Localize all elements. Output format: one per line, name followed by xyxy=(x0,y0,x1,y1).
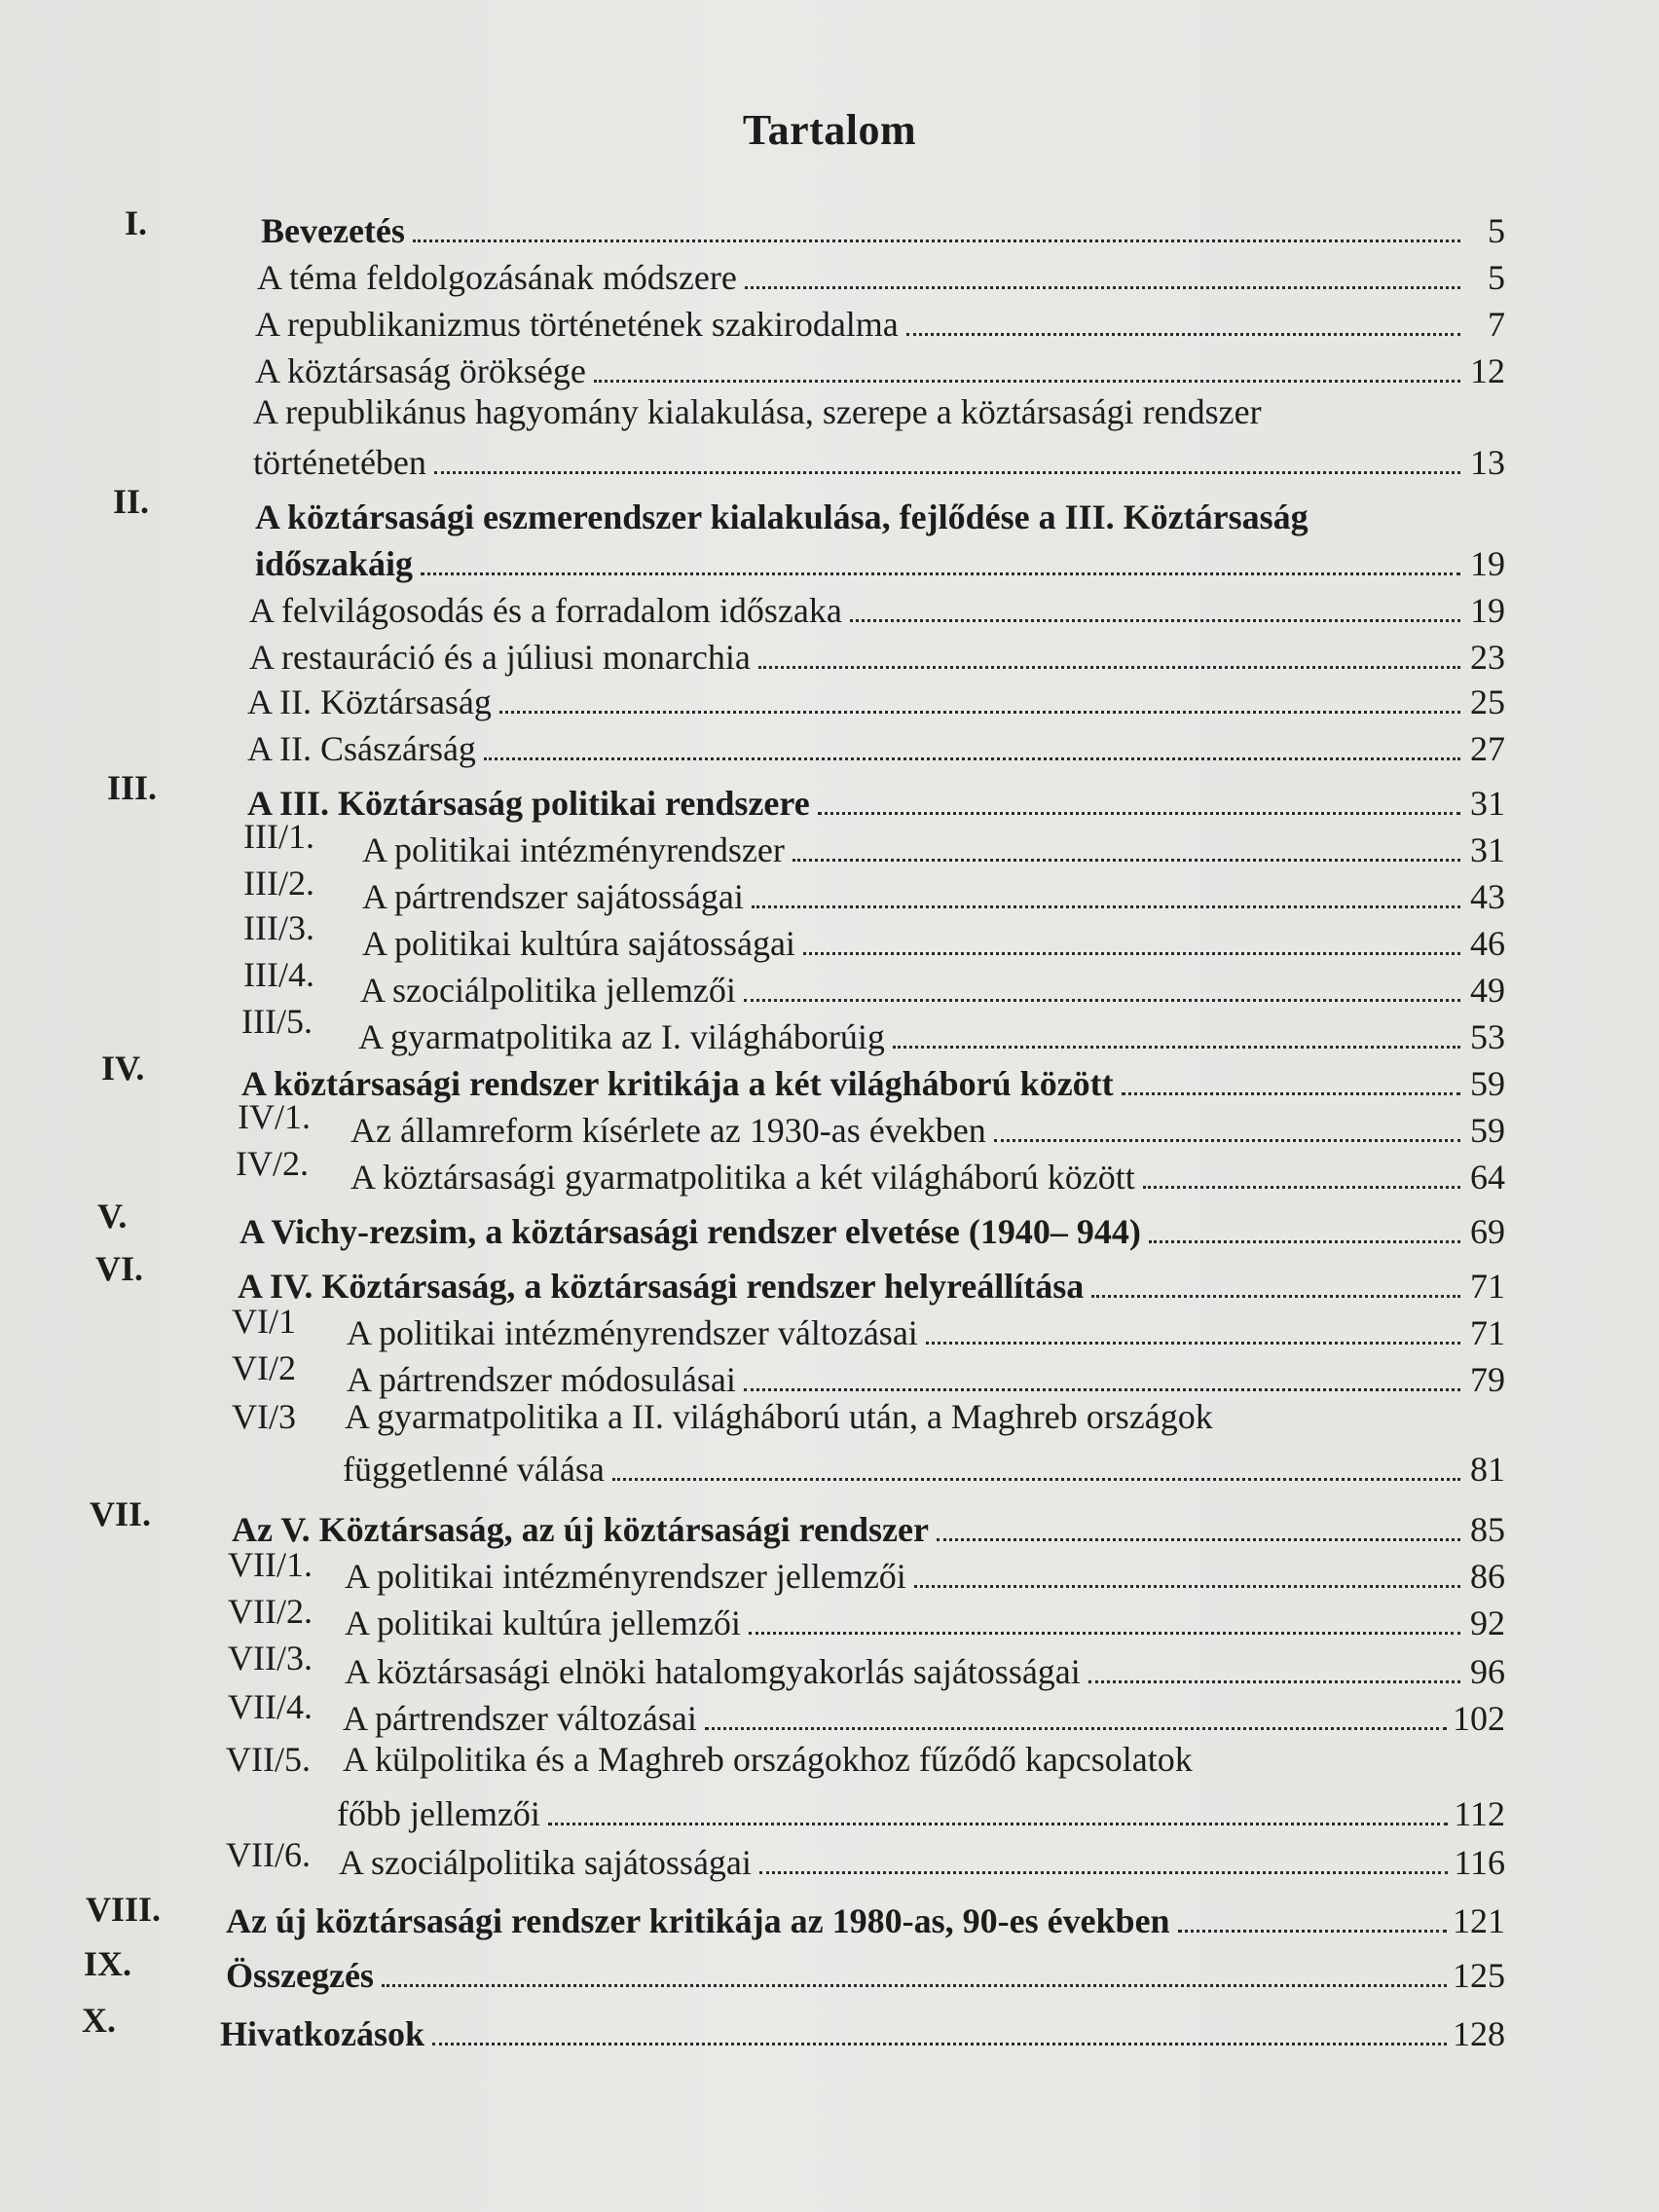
dot-leader xyxy=(744,999,1460,1002)
entry-title: A köztársasági rendszer kritikája a két világháború között xyxy=(241,1064,1114,1103)
page-number: 121 xyxy=(1453,1901,1505,1940)
toc-entry-chapter[interactable] xyxy=(241,1055,1505,1104)
entry-title-line2: időszakáig xyxy=(255,544,414,583)
page-number: 12 xyxy=(1470,351,1505,390)
entry-title: A restauráció és a júliusi monarchia xyxy=(249,638,751,677)
dot-leader xyxy=(1122,1092,1460,1095)
dot-leader xyxy=(499,711,1460,714)
subsection-number: III/2. xyxy=(243,864,314,903)
toc-entry[interactable] xyxy=(249,629,1505,678)
entry-title: A politikai intézményrendszer xyxy=(362,830,785,869)
entry-title: A felvilágosodás és a forradalom időszaka xyxy=(249,591,842,630)
dot-leader xyxy=(484,757,1460,760)
toc-entry[interactable] xyxy=(247,674,1505,722)
dot-leader xyxy=(1143,1186,1460,1189)
entry-title: Bevezetés xyxy=(261,211,405,250)
dot-leader xyxy=(594,380,1460,383)
dot-leader xyxy=(937,1538,1460,1541)
page-number: 23 xyxy=(1470,638,1505,677)
entry-title: Hivatkozások xyxy=(220,2014,425,2053)
subsection-number: VII/4. xyxy=(228,1687,313,1726)
dot-leader xyxy=(1178,1930,1447,1933)
page-number: 81 xyxy=(1470,1450,1505,1489)
page-number: 85 xyxy=(1470,1510,1505,1549)
page-number: 7 xyxy=(1488,305,1505,344)
subsection-number: III/3. xyxy=(243,908,314,947)
dot-leader xyxy=(914,1585,1460,1588)
entry-title-line2: függetlenné válása xyxy=(343,1450,605,1489)
toc-entry[interactable] xyxy=(337,1786,1505,1834)
entry-title: A szociálpolitika jellemzői xyxy=(360,971,736,1010)
page-number: 64 xyxy=(1470,1158,1505,1197)
toc-entry[interactable] xyxy=(362,868,1505,917)
page-number: 112 xyxy=(1454,1794,1505,1833)
entry-title: A köztársasági gyarmatpolitika a két világháború között xyxy=(350,1158,1135,1197)
page-number: 59 xyxy=(1470,1064,1505,1103)
entry-title-line2: történetében xyxy=(253,443,426,482)
entry-title: A III. Köztársaság politikai rendszere xyxy=(247,784,810,823)
page-title: Tartalom xyxy=(742,106,917,154)
chapter-number: V. xyxy=(97,1197,128,1235)
entry-title-line1: A köztársasági eszmerendszer kialakulása, fejlődése a III. Köztársaság xyxy=(255,498,1309,536)
toc-entry[interactable] xyxy=(343,1690,1505,1739)
toc-entry[interactable] xyxy=(255,296,1505,345)
toc-entry-chapter[interactable] xyxy=(232,1501,1505,1550)
toc-entry[interactable] xyxy=(247,720,1505,769)
chapter-number: VIII. xyxy=(86,1890,162,1929)
dot-leader xyxy=(749,1632,1460,1635)
page-number: 71 xyxy=(1470,1267,1505,1306)
dot-leader xyxy=(1088,1680,1460,1683)
toc-entry[interactable] xyxy=(347,1351,1505,1400)
toc-entry-chapter[interactable] xyxy=(247,775,1505,824)
toc-entry[interactable] xyxy=(255,343,1505,391)
toc-entry-chapter[interactable] xyxy=(255,535,1505,584)
dot-leader xyxy=(803,952,1460,955)
entry-title: A II. Császárság xyxy=(247,729,476,768)
page-number: 5 xyxy=(1488,211,1505,250)
page-number: 46 xyxy=(1470,924,1505,963)
toc-entry[interactable] xyxy=(362,915,1505,964)
toc-entry[interactable] xyxy=(339,1834,1505,1883)
page-number: 128 xyxy=(1453,2014,1505,2053)
subsection-number: VI/2 xyxy=(232,1348,296,1387)
entry-title: A gyarmatpolitika az I. világháborúig xyxy=(358,1017,885,1056)
page-number: 25 xyxy=(1470,682,1505,721)
toc-entry[interactable] xyxy=(350,1102,1505,1151)
subsection-number: III/5. xyxy=(241,1002,313,1041)
page-number: 125 xyxy=(1453,1956,1505,1995)
dot-leader xyxy=(818,812,1460,815)
dot-leader xyxy=(744,1388,1460,1391)
toc-entry-chapter[interactable] xyxy=(220,2006,1505,2054)
entry-title: Összegzés xyxy=(226,1956,374,1995)
dot-leader xyxy=(612,1478,1460,1481)
chapter-number: VII. xyxy=(90,1494,152,1533)
page-number: 53 xyxy=(1470,1017,1505,1056)
entry-title: A köztársasági elnöki hatalomgyakorlás sajátosságai xyxy=(345,1652,1081,1691)
entry-title: Az államreform kísérlete az 1930-as években xyxy=(350,1111,986,1150)
page-number: 49 xyxy=(1470,971,1505,1010)
chapter-number: X. xyxy=(82,2001,116,2040)
dot-leader xyxy=(421,572,1460,575)
dot-leader xyxy=(745,286,1460,289)
entry-title: A II. Köztársaság xyxy=(247,682,492,721)
dot-leader xyxy=(758,666,1460,669)
page-number: 31 xyxy=(1470,830,1505,869)
toc-entry[interactable] xyxy=(345,1595,1505,1643)
dot-leader xyxy=(413,240,1460,242)
toc-entry-chapter[interactable] xyxy=(261,203,1505,251)
toc-entry-chapter[interactable] xyxy=(226,1947,1505,1996)
entry-title: A Vichy-rezsim, a köztársasági rendszer elvetése (1940– 944) xyxy=(240,1212,1141,1251)
entry-title: A republikanizmus történetének szakirodalma xyxy=(255,305,899,344)
page-number: 19 xyxy=(1470,591,1505,630)
page-number: 86 xyxy=(1470,1557,1505,1596)
page-number: 13 xyxy=(1470,443,1505,482)
dot-leader xyxy=(434,471,1460,474)
dot-leader xyxy=(906,333,1460,336)
page-number: 102 xyxy=(1453,1699,1505,1738)
dot-leader xyxy=(752,905,1460,908)
toc-entry[interactable] xyxy=(257,249,1505,298)
chapter-number: VI. xyxy=(95,1249,144,1288)
toc-entry-chapter[interactable] xyxy=(226,1893,1505,1941)
subsection-number: VI/1 xyxy=(232,1302,296,1341)
subsection-number: VII/3. xyxy=(228,1639,313,1677)
chapter-number: IV. xyxy=(101,1049,145,1088)
page-number: 71 xyxy=(1470,1313,1505,1352)
subsection-number: VII/5. xyxy=(226,1740,311,1779)
entry-title: Az új köztársasági rendszer kritikája az 1980-as, 90-es években xyxy=(226,1901,1170,1940)
toc-entry-chapter[interactable] xyxy=(240,1203,1505,1252)
toc-entry-chapter[interactable] xyxy=(238,1258,1505,1307)
toc-entry[interactable] xyxy=(249,582,1505,631)
page-number: 19 xyxy=(1470,544,1505,583)
page-number: 31 xyxy=(1470,784,1505,823)
page-number: 92 xyxy=(1470,1604,1505,1642)
toc-entry[interactable] xyxy=(358,1009,1505,1057)
entry-title: A pártrendszer változásai xyxy=(343,1699,697,1738)
subsection-number: VII/1. xyxy=(228,1545,313,1584)
dot-leader xyxy=(893,1046,1460,1049)
toc-entry[interactable] xyxy=(360,962,1505,1011)
dot-leader xyxy=(548,1823,1448,1825)
toc-entry[interactable] xyxy=(362,822,1505,870)
toc-entry[interactable] xyxy=(253,434,1505,483)
dot-leader xyxy=(432,2043,1447,2046)
subsection-number: III/1. xyxy=(243,817,314,856)
dot-leader xyxy=(1091,1295,1460,1298)
page-number: 59 xyxy=(1470,1111,1505,1150)
entry-title-line1: A külpolitika és a Maghreb országokhoz fűződő kapcsolatok xyxy=(343,1740,1193,1779)
chapter-number: IX. xyxy=(84,1944,132,1983)
entry-title: A szociálpolitika sajátosságai xyxy=(339,1843,752,1882)
toc-entry[interactable] xyxy=(343,1441,1505,1490)
toc-entry[interactable] xyxy=(347,1305,1505,1353)
page-number: 116 xyxy=(1454,1843,1505,1882)
chapter-number: III. xyxy=(107,768,158,807)
toc-entry[interactable] xyxy=(345,1643,1505,1692)
toc-entry[interactable] xyxy=(345,1548,1505,1597)
entry-title: A politikai intézményrendszer jellemzői xyxy=(345,1557,906,1596)
entry-title: A köztársaság öröksége xyxy=(255,351,586,390)
dot-leader xyxy=(705,1727,1447,1730)
page-number: 96 xyxy=(1470,1652,1505,1691)
page-number: 43 xyxy=(1470,877,1505,916)
subsection-number: IV/2. xyxy=(236,1144,309,1183)
entry-title-line1: A gyarmatpolitika a II. világháború után, a Maghreb országok xyxy=(345,1397,1213,1436)
entry-title-line2: főbb jellemzői xyxy=(337,1794,540,1833)
page-number: 79 xyxy=(1470,1360,1505,1399)
chapter-number: II. xyxy=(113,482,150,521)
toc-entry[interactable] xyxy=(350,1149,1505,1198)
entry-title: A pártrendszer módosulásai xyxy=(347,1360,736,1399)
subsection-number: VII/2. xyxy=(228,1592,313,1631)
dot-leader xyxy=(994,1139,1460,1142)
entry-title: Az V. Köztársaság, az új köztársasági rendszer xyxy=(232,1510,929,1549)
dot-leader xyxy=(1149,1240,1460,1243)
dot-leader xyxy=(759,1871,1448,1874)
entry-title: A téma feldolgozásának módszere xyxy=(257,258,737,297)
subsection-number: VII/6. xyxy=(226,1835,311,1874)
entry-title: A politikai kultúra sajátosságai xyxy=(362,924,795,963)
entry-title: A politikai kultúra jellemzői xyxy=(345,1604,741,1642)
subsection-number: IV/1. xyxy=(238,1097,311,1136)
subsection-number: III/4. xyxy=(243,955,314,994)
entry-title: A IV. Köztársaság, a köztársasági rendszer helyreállítása xyxy=(238,1267,1085,1306)
entry-title: A pártrendszer sajátosságai xyxy=(362,877,744,916)
dot-leader xyxy=(382,1984,1447,1987)
page-number: 5 xyxy=(1488,258,1505,297)
entry-title: A politikai intézményrendszer változásai xyxy=(347,1313,918,1352)
dot-leader xyxy=(926,1342,1460,1345)
entry-title-line1: A republikánus hagyomány kialakulása, szerepe a köztársasági rendszer xyxy=(253,392,1262,431)
dot-leader xyxy=(793,859,1460,862)
page-number: 69 xyxy=(1470,1212,1505,1251)
chapter-number: I. xyxy=(125,203,148,242)
page-number: 27 xyxy=(1470,729,1505,768)
subsection-number: VI/3 xyxy=(232,1397,296,1436)
dot-leader xyxy=(850,619,1460,622)
